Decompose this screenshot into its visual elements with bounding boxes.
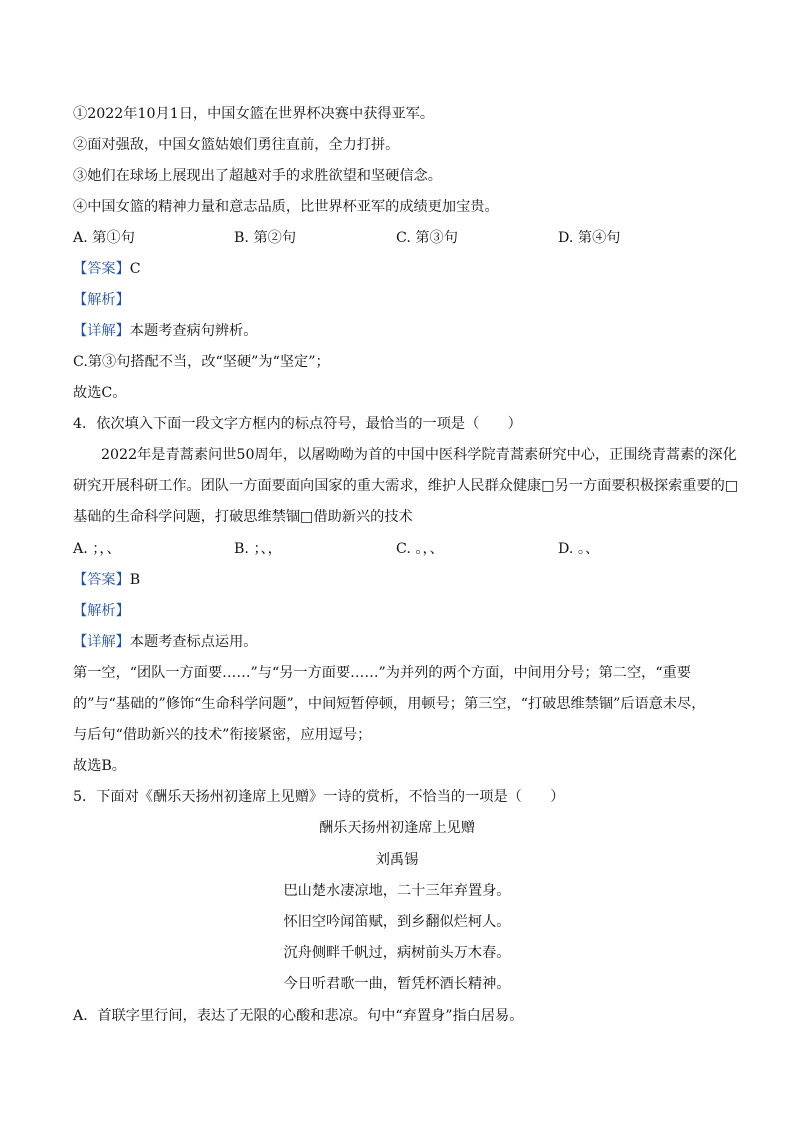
poem-author: 刘禹锡 bbox=[375, 852, 419, 868]
q4-option-b: B. ；、， bbox=[234, 541, 282, 557]
answer-value: C bbox=[129, 261, 141, 277]
q5-stem: 5．下面对《酬乐天扬州初逢席上见赠》一诗的赏析，不恰当的一项是（ ） bbox=[73, 789, 565, 805]
q4-explanation-3: 与后句“借助新兴的技术”衔接紧密，应用逗号； bbox=[73, 727, 372, 743]
q3-explanation-2: 故选C。 bbox=[73, 385, 127, 401]
q4-passage-line-1: 2022年是青蒿素问世50周年，以屠呦呦为首的中国中医科学院青蒿素研究中心，正围绕青蒿素的深化 bbox=[101, 447, 737, 463]
q3-sentence-3: ③她们在球场上展现出了超越对手的求胜欲望和坚硬信念。 bbox=[73, 168, 442, 184]
q3-answer-line bbox=[73, 259, 141, 279]
poem-line-4: 今日听君歌一曲，暂凭杯酒长精神。 bbox=[283, 976, 511, 992]
q4-option-c: C. 。，、 bbox=[396, 541, 444, 557]
q3-explanation-1: C.第③句搭配不当，改“坚硬”为“坚定”； bbox=[73, 354, 330, 370]
detail-tag: 【详解】 bbox=[73, 634, 130, 650]
q4-explanation-2: 的”与“基础的”修饰“生命科学问题”，中间短暂停顿，用顿号；第三空，“打破思维禁锢”后语意未尽， bbox=[73, 696, 706, 712]
detail-text: 本题考查标点运用。 bbox=[129, 634, 258, 650]
poem-line-3: 沉舟侧畔千帆过，病树前头万木春。 bbox=[283, 945, 511, 961]
poem-title: 酬乐天扬州初逢席上见赠 bbox=[318, 820, 476, 836]
q4-passage-line-2: 研究开展科研工作。团队一方面要面向国家的重大需求，维护人民群众健康□另一方面要积极探索重要的□ bbox=[73, 478, 739, 494]
detail-text: 本题考查病句辨析。 bbox=[129, 323, 258, 339]
q3-option-d: D. 第④句 bbox=[558, 230, 621, 246]
q4-explanation-1: 第一空，“团队一方面要……”与“另一方面要……”为并列的两个方面，中间用分号；第二空，“重要 bbox=[73, 665, 691, 681]
q4-answer-line bbox=[73, 570, 140, 590]
q4-explanation-4: 故选B。 bbox=[73, 758, 126, 774]
answer-value: B bbox=[129, 572, 141, 588]
detail-tag: 【详解】 bbox=[73, 323, 130, 339]
q3-analysis-tag: 【解析】 bbox=[73, 292, 130, 308]
q4-stem: 4．依次填入下面一段文字方框内的标点符号，最恰当的一项是（ ） bbox=[73, 416, 522, 432]
answer-tag: 【答案】 bbox=[73, 261, 130, 277]
q3-detail-line bbox=[73, 321, 257, 341]
q3-sentence-4: ④中国女篮的精神力量和意志品质，比世界杯亚军的成绩更加宝贵。 bbox=[73, 199, 499, 215]
q4-option-d: D. 。、 bbox=[558, 541, 600, 557]
poem-line-2: 怀旧空吟闻笛赋，到乡翻似烂柯人。 bbox=[283, 914, 511, 930]
q3-sentence-2: ②面对强敌，中国女篮姑娘们勇往直前，全力打拼。 bbox=[73, 137, 400, 153]
q4-option-a: A. ；，、 bbox=[73, 541, 121, 557]
q4-passage-line-3: 基础的生命科学问题，打破思维禁锢□借助新兴的技术 bbox=[73, 509, 413, 525]
q3-option-c: C. 第③句 bbox=[396, 230, 458, 246]
q4-analysis-tag: 【解析】 bbox=[73, 603, 130, 619]
q4-detail-line bbox=[73, 632, 257, 652]
q3-option-b: B. 第②句 bbox=[234, 230, 297, 246]
q3-option-a: A. 第①句 bbox=[73, 230, 135, 246]
answer-tag: 【答案】 bbox=[73, 572, 130, 588]
q3-sentence-1: ①2022年10月1日，中国女篮在世界杯决赛中获得亚军。 bbox=[73, 106, 435, 122]
q5-option-a: A．首联字里行间，表达了无限的心酸和悲凉。句中“弃置身”指白居易。 bbox=[73, 1008, 524, 1024]
poem-line-1: 巴山楚水凄凉地，二十三年弃置身。 bbox=[283, 883, 511, 899]
